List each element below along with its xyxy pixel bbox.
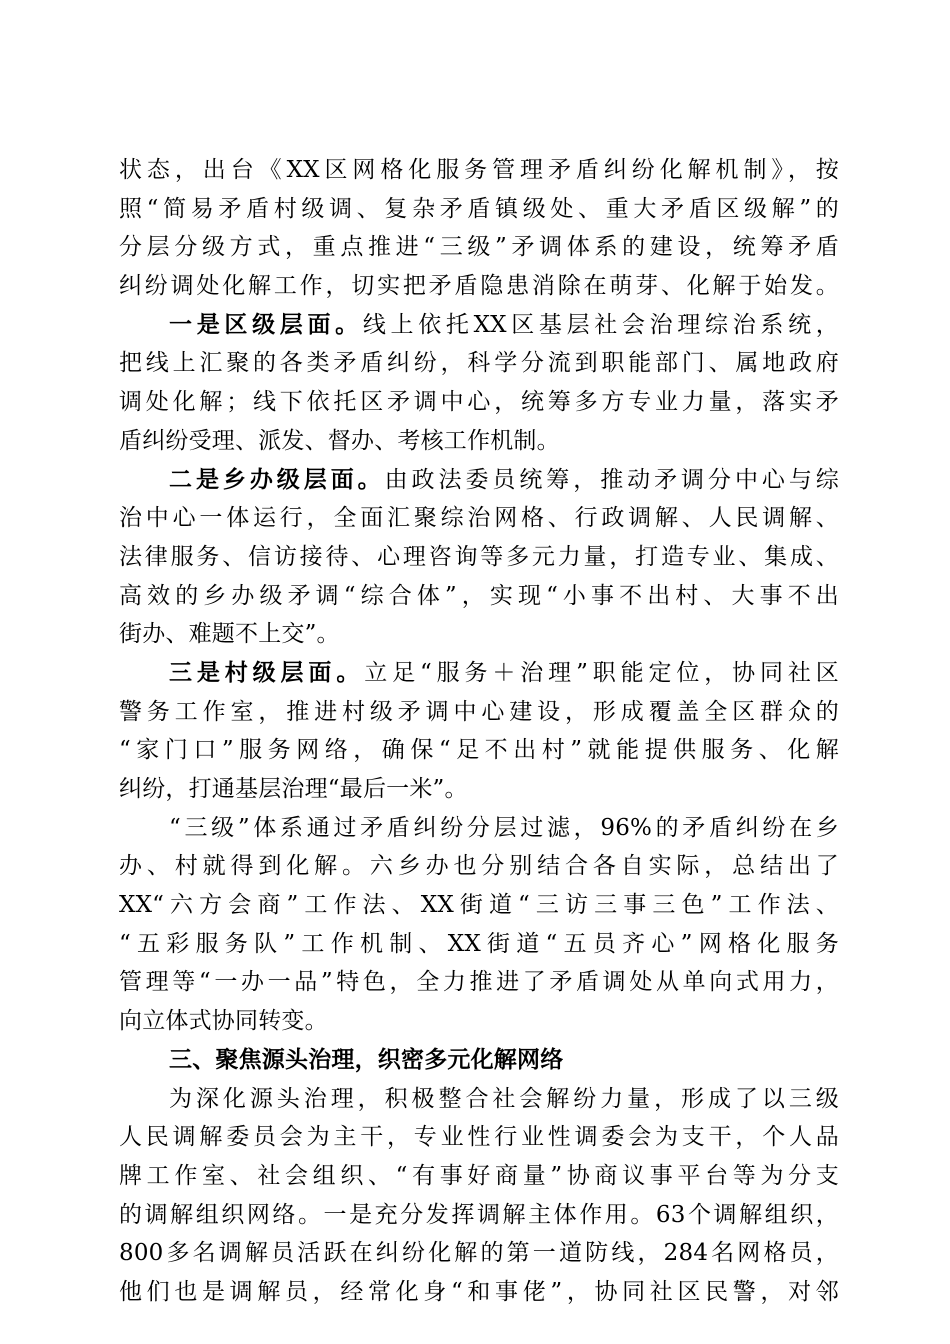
- text-line: 办、村就得到化解。六乡办也分别结合各自实际，总结出了: [119, 853, 839, 880]
- paragraph-lead: 二是乡办级层面。: [169, 465, 385, 493]
- text-line: [119, 306, 839, 345]
- paragraph-village-level: [119, 654, 839, 809]
- text-line: “五彩服务队”工作机制、XX街道“五员齐心”网格化服务: [119, 930, 839, 957]
- paragraph-township-level: [119, 461, 839, 654]
- text-line: XX“六方会商”工作法、XX街道“三访三事三色”工作法、: [119, 892, 839, 919]
- paragraph-district-level: [119, 306, 839, 461]
- line-text: 线上依托XX区基层社会治理综治系统，: [362, 311, 839, 338]
- text-line: 把线上汇聚的各类矛盾纠纷，科学分流到职能部门、属地政府: [119, 350, 839, 377]
- paragraph-lead: 一是区级层面。: [169, 310, 363, 338]
- paragraph-intro: [119, 151, 839, 306]
- text-line: 他们也是调解员，经常化身“和事佬”，协同社区民警，对邻: [119, 1278, 839, 1305]
- text-line: [119, 654, 839, 693]
- paragraph-results: [119, 809, 839, 1041]
- text-line: 照“简易矛盾村级调、复杂矛盾镇级处、重大矛盾区级解”的: [119, 195, 839, 222]
- text-line: 分层分级方式，重点推进“三级”矛调体系的建设，统筹矛盾: [119, 234, 839, 261]
- text-line: 状态，出台《XX区网格化服务管理矛盾纠纷化解机制》，按: [119, 157, 839, 183]
- section-heading: 三、聚焦源头治理，织密多元化解网络: [169, 1045, 564, 1073]
- line-text: 立足“服务＋治理”职能定位，协同社区: [364, 659, 840, 686]
- document-body: [119, 151, 839, 1312]
- text-line: 治中心一体运行，全面汇聚综治网格、行政调解、人民调解、: [119, 505, 839, 532]
- text-line: 的调解组织网络。一是充分发挥调解主体作用。63个调解组织，: [119, 1201, 839, 1228]
- text-line: 法律服务、信访接待、心理咨询等多元力量，打造专业、集成、: [119, 543, 839, 570]
- paragraph-section-three: [119, 1080, 839, 1312]
- text-line: 纠纷调处化解工作，切实把矛盾隐患消除在萌芽、化解于始发。: [119, 273, 839, 300]
- text-line: 人民调解委员会为主干，专业性行业性调委会为支干，个人品: [119, 1124, 839, 1151]
- line-text: 由政法委员统筹，推动矛调分中心与综: [384, 466, 839, 493]
- text-line: 管理等“一办一品”特色，全力推进了矛盾调处从单向式用力，: [119, 969, 839, 996]
- text-line: 牌工作室、社会组织、“有事好商量”协商议事平台等为分支: [119, 1162, 839, 1189]
- text-line: 向立体式协同转变。: [119, 1008, 328, 1035]
- text-line: 纠纷，打通基层治理“最后一米”。: [119, 776, 468, 802]
- text-line: “家门口”服务网络，确保“足不出村”就能提供服务、化解: [119, 737, 839, 764]
- text-line: 800多名调解员活跃在纠纷化解的第一道防线，284名网格员，: [119, 1240, 839, 1267]
- text-line: 街办、难题不上交”。: [119, 621, 340, 648]
- text-line: [119, 461, 839, 500]
- paragraph-lead: 三是村级层面。: [169, 658, 365, 686]
- text-line: 调处化解；线下依托区矛调中心，统筹多方专业力量，落实矛: [119, 389, 839, 416]
- text-line: 盾纠纷受理、派发、督办、考核工作机制。: [119, 427, 560, 454]
- text-line: 为深化源头治理，积极整合社会解纷力量，形成了以三级: [169, 1085, 839, 1112]
- text-line: 警务工作室，推进村级矛调中心建设，形成覆盖全区群众的: [119, 698, 839, 725]
- text-line: “三级”体系通过矛盾纠纷分层过滤，96%的矛盾纠纷在乡: [169, 814, 839, 841]
- text-line: 高效的乡办级矛调“综合体”，实现“小事不出村、大事不出: [119, 582, 839, 609]
